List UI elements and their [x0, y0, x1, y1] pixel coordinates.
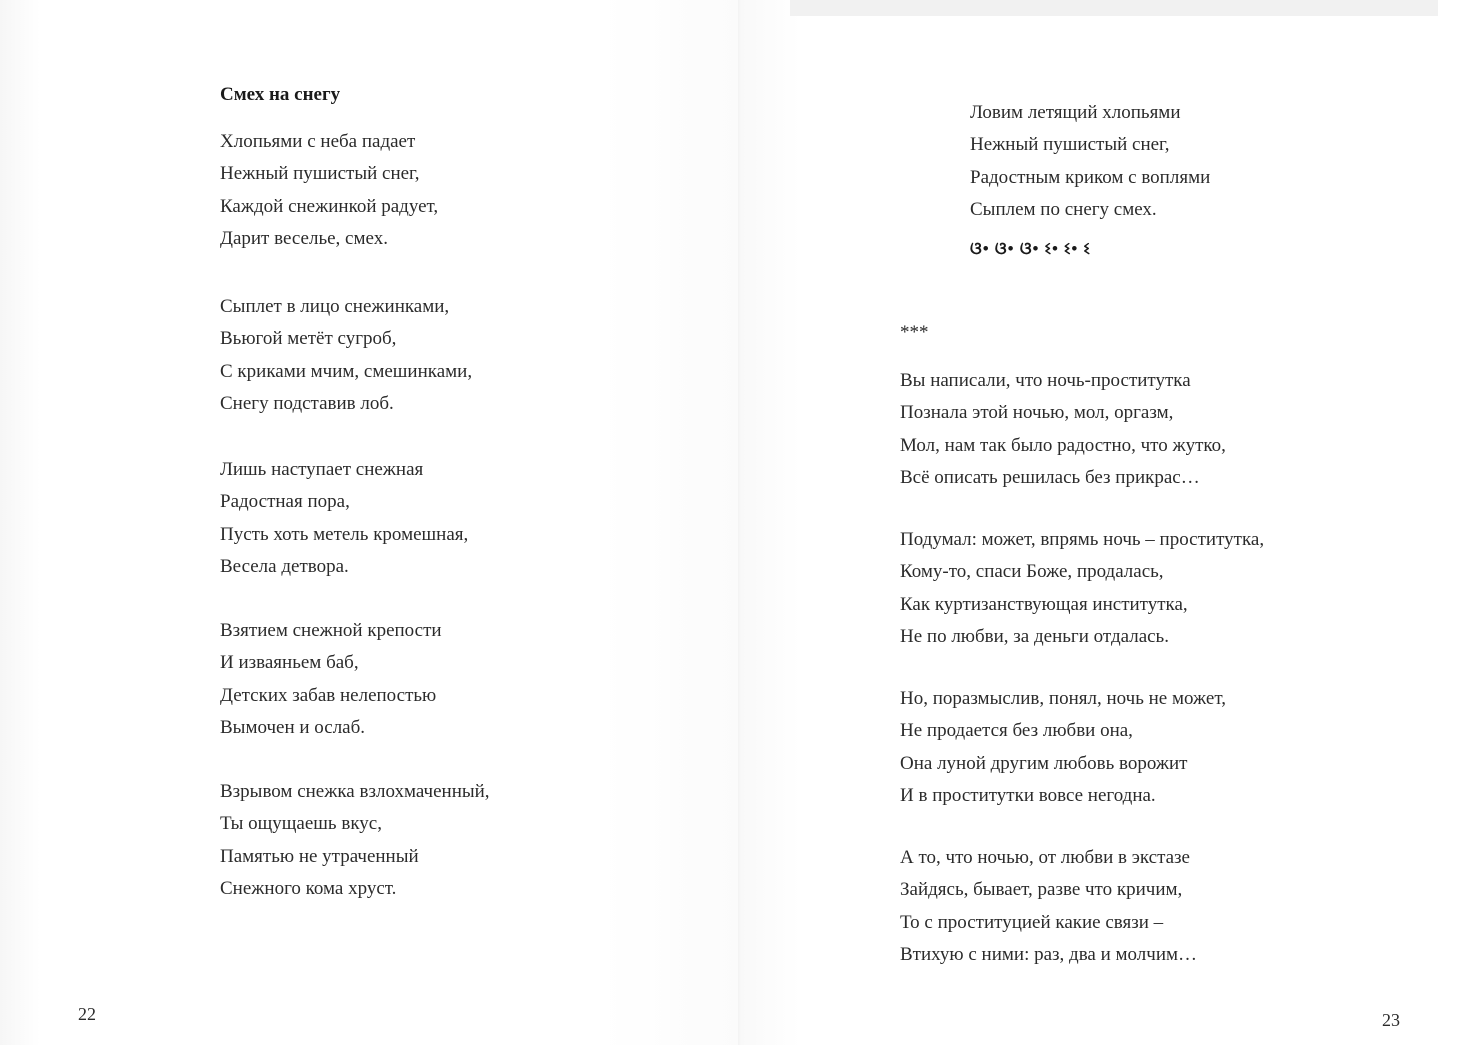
page-number-left: 22 [78, 1004, 96, 1024]
poem-line: Лишь наступает снежная [220, 459, 424, 480]
poem-line: Всё описать решилась без прикрас… [900, 466, 1200, 488]
page-number-right: 23 [1382, 1010, 1400, 1030]
poem-line: Ты ощущаешь вкус, [220, 813, 382, 835]
left-stanza-1 [220, 126, 438, 255]
left-stanza-5 [220, 776, 490, 905]
poem-title: Смех на снегу [220, 84, 341, 105]
poem-line: Весела детвора. [220, 555, 349, 577]
poem-line: Сыплет в лицо снежинками, [220, 296, 450, 317]
poem-heading-asterisks: *** [900, 322, 929, 343]
poem-line: Хлопьями с неба падает [220, 131, 416, 152]
right-stanza-4 [900, 842, 1197, 971]
poem-line: Мол, нам так было радостно, что жутко, [900, 434, 1226, 456]
right-continuation-stanza [970, 97, 1210, 226]
poem-line: Снегу подставив лоб. [220, 392, 394, 414]
book-gutter [738, 0, 742, 1045]
poem-line: И в проститутки вовсе негодна. [900, 784, 1156, 806]
left-stanza-4 [220, 615, 442, 744]
poem-line: Памятью не утраченный [220, 845, 419, 867]
poem-line: Нежный пушистый снег, [970, 134, 1170, 156]
poem-line: Каждой снежинкой радует, [220, 195, 439, 217]
poem-line: То с проституцией какие связи – [900, 911, 1164, 933]
poem-line: Как куртизанствующая институтка, [900, 593, 1188, 615]
poem-line: А то, что ночью, от любви в экстазе [900, 847, 1190, 868]
right-stanza-2 [900, 524, 1264, 653]
poem-line: Детских забав нелепостью [220, 684, 437, 706]
poem-line: Вы написали, что ночь-проститутка [900, 370, 1191, 391]
poem-line: Она луной другим любовь ворожит [900, 752, 1188, 774]
poem-line: И изваяньем баб, [220, 652, 359, 674]
poem-line: Вымочен и ослаб. [220, 716, 366, 738]
poem-line: С криками мчим, смешинками, [220, 360, 473, 382]
right-stanza-3 [900, 683, 1226, 812]
poem-line: Но, поразмыслив, понял, ночь не может, [900, 688, 1226, 709]
poem-line: Нежный пушистый снег, [220, 163, 420, 185]
poem-line: Снежного кома хруст. [220, 877, 397, 899]
poem-line: Пусть хоть метель кромешная, [220, 523, 469, 545]
poem-line: Радостная пора, [220, 491, 350, 513]
page-top-shadow [790, 0, 1438, 16]
poem-line: Втихую с ними: раз, два и молчим… [900, 943, 1198, 965]
poem-line: Взрывом снежка взлохмаченный, [220, 781, 490, 802]
poem-line: Дарит веселье, смех. [220, 227, 388, 249]
poem-line: Радостным криком с воплями [970, 166, 1211, 188]
poem-line: Не продается без любви она, [900, 720, 1133, 742]
poem-line: Подумал: может, впрямь ночь – проститутка, [900, 529, 1265, 550]
poem-line: Зайдясь, бывает, разве что кричим, [900, 879, 1183, 901]
poem-line: Ловим летящий хлопьями [970, 102, 1181, 123]
poem-line: Не по любви, за деньги отдалась. [900, 625, 1169, 647]
poem-line: Познала этой ночью, мол, оргазм, [900, 402, 1174, 424]
ornament-divider: ଓ• ଓ• ଓ• ଽ• ଽ• ଽ [970, 239, 1091, 258]
poem-line: Вьюгой метёт сугроб, [220, 328, 397, 350]
poem-line: Сыплем по снегу смех. [970, 198, 1157, 220]
poem-line: Взятием снежной крепости [220, 620, 442, 641]
right-stanza-1 [900, 365, 1226, 494]
left-stanza-2 [220, 291, 472, 420]
left-stanza-3 [220, 454, 468, 583]
poem-line: Кому-то, спаси Боже, продалась, [900, 561, 1164, 583]
